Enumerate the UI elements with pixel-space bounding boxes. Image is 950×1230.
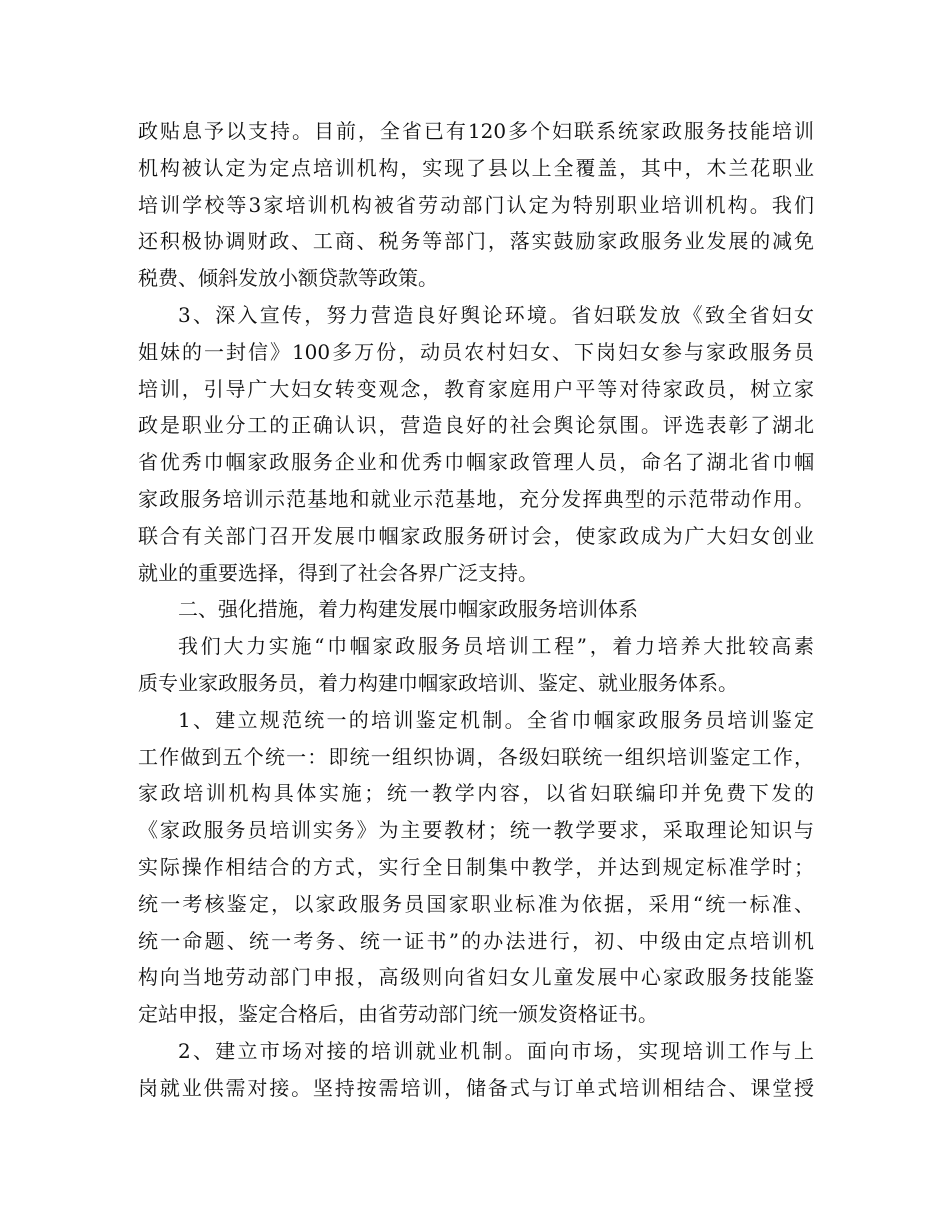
text-line: 还积极协调财政、工商、税务等部门，落实鼓励家政服务业发展的减免 xyxy=(138,229,814,254)
text-line: 3、深入宣传，努力营造良好舆论环境。省妇联发放《致全省妇女 xyxy=(178,302,814,327)
text-line: 就业的重要选择，得到了社会各界广泛支持。 xyxy=(138,560,538,585)
text-line: 统一考核鉴定，以家政服务员国家职业标准为依据，采用“统一标准、 xyxy=(138,891,814,916)
text-line: 姐妹的一封信》100多万份，动员农村妇女、下岗妇女参与家政服务员 xyxy=(138,339,814,364)
text-line: 《家政服务员培训实务》为主要教材；统一教学要求，采取理论知识与 xyxy=(138,818,814,843)
text-line: 家政服务培训示范基地和就业示范基地，充分发挥典型的示范带动作用。 xyxy=(138,486,814,511)
document-body xyxy=(138,113,814,1107)
text-line: 质专业家政服务员，着力构建巾帼家政培训、鉴定、就业服务体系。 xyxy=(138,670,738,695)
text-line: 统一命题、统一考务、统一证书”的办法进行，初、中级由定点培训机 xyxy=(138,928,814,953)
text-line: 联合有关部门召开发展巾帼家政服务研讨会，使家政成为广大妇女创业 xyxy=(138,523,814,548)
text-line: 政是职业分工的正确认识，营造良好的社会舆论氛围。评选表彰了湖北 xyxy=(138,413,814,438)
text-line: 培训学校等3家培训机构被省劳动部门认定为特别职业培训机构。我们 xyxy=(138,192,814,217)
text-line: 定站申报，鉴定合格后，由省劳动部门统一颁发资格证书。 xyxy=(138,1002,658,1027)
text-line: 我们大力实施“巾帼家政服务员培训工程”，着力培养大批较高素 xyxy=(178,634,814,659)
text-line: 省优秀巾帼家政服务企业和优秀巾帼家政管理人员，命名了湖北省巾帼 xyxy=(138,450,814,475)
text-line: 实际操作相结合的方式，实行全日制集中教学，并达到规定标准学时； xyxy=(138,854,814,879)
text-line: 2、建立市场对接的培训就业机制。面向市场，实现培训工作与上 xyxy=(178,1038,814,1063)
text-line: 工作做到五个统一：即统一组织协调，各级妇联统一组织培训鉴定工作， xyxy=(138,744,814,769)
text-line: 1、建立规范统一的培训鉴定机制。全省巾帼家政服务员培训鉴定 xyxy=(178,707,814,732)
text-line: 岗就业供需对接。坚持按需培训，储备式与订单式培训相结合、课堂授 xyxy=(138,1075,814,1100)
text-line: 机构被认定为定点培训机构，实现了县以上全覆盖，其中，木兰花职业 xyxy=(138,155,814,180)
text-line: 构向当地劳动部门申报，高级则向省妇女儿童发展中心家政服务技能鉴 xyxy=(138,965,814,990)
text-line: 家政培训机构具体实施；统一教学内容，以省妇联编印并免费下发的 xyxy=(138,781,814,806)
section-heading: 二、强化措施，着力构建发展巾帼家政服务培训体系 xyxy=(178,597,638,622)
text-line: 培训，引导广大妇女转变观念，教育家庭用户平等对待家政员，树立家 xyxy=(138,376,814,401)
text-line: 税费、倾斜发放小额贷款等政策。 xyxy=(138,266,438,291)
text-line: 政贴息予以支持。目前，全省已有120多个妇联系统家政服务技能培训 xyxy=(138,119,814,143)
